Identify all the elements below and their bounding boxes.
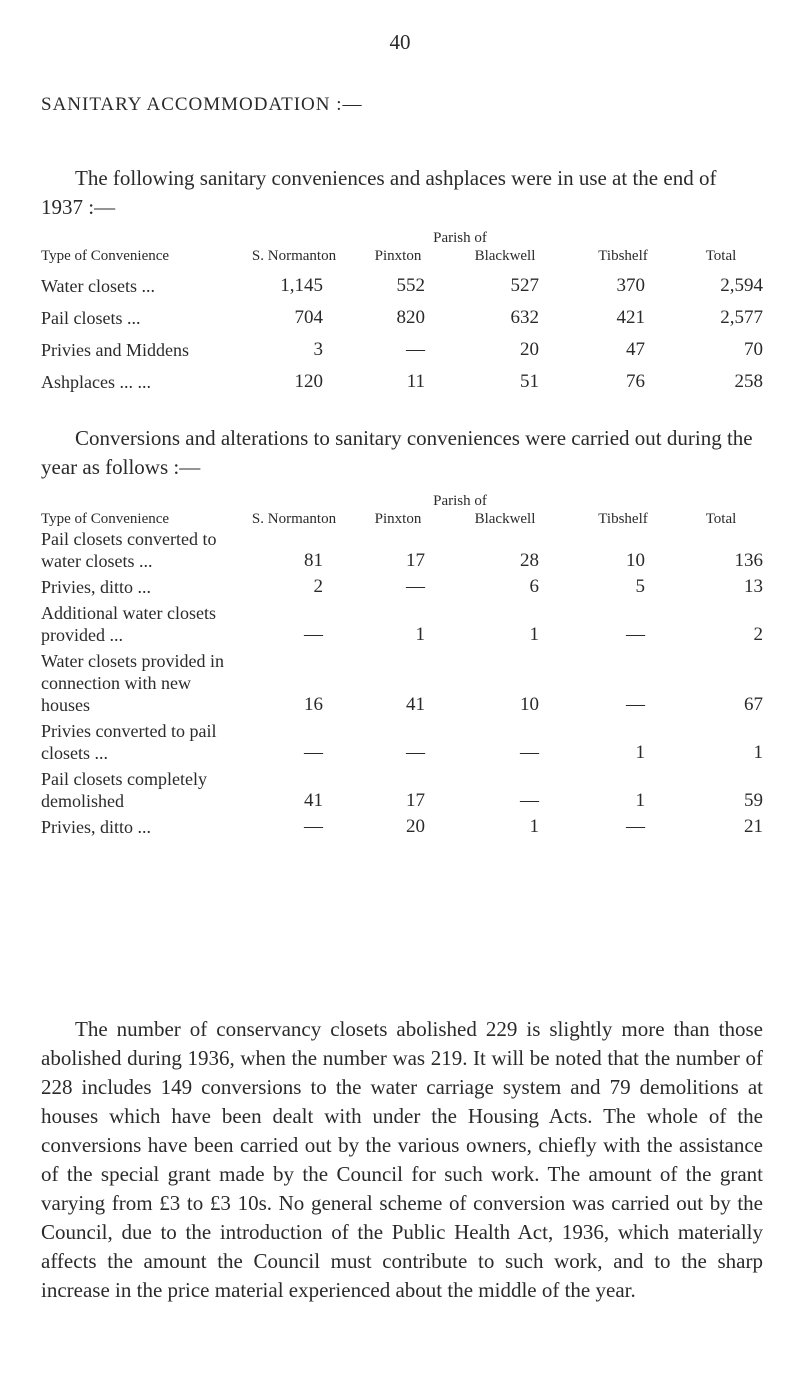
column-header: Total <box>705 511 737 527</box>
conversions-table <box>41 492 763 842</box>
cell: 70 <box>744 339 763 360</box>
cell: — <box>626 624 645 645</box>
row-label: Additional water closets provided ... <box>41 603 216 645</box>
cell: 16 <box>304 694 323 715</box>
cell: — <box>304 624 323 645</box>
column-header: S. Normanton <box>251 511 337 527</box>
cell: 10 <box>626 550 645 571</box>
table-row <box>41 650 763 720</box>
conveniences-table <box>41 229 763 393</box>
page-number: 40 <box>389 30 411 54</box>
row-label: Privies, ditto ... <box>41 817 152 837</box>
cell: 1,145 <box>280 275 323 296</box>
cell: 2,594 <box>720 275 763 296</box>
cell: 51 <box>520 371 539 392</box>
cell: 5 <box>635 576 645 597</box>
column-header: Pinxton <box>374 511 422 527</box>
cell: 258 <box>734 371 763 392</box>
cell: — <box>304 742 323 763</box>
cell: 1 <box>753 742 763 763</box>
cell: 6 <box>529 576 539 597</box>
intro-paragraph-1: The following sanitary conveniences and ashplaces were in use at the end of 1937 :— <box>41 166 717 219</box>
row-label: Pail closets converted to water closets ... <box>41 529 217 571</box>
cell: 17 <box>406 550 425 571</box>
cell: 13 <box>744 576 763 597</box>
cell: 704 <box>294 307 323 328</box>
cell: 2 <box>313 576 323 597</box>
table-row <box>41 768 763 816</box>
table-row <box>41 816 763 842</box>
column-header: Type of Convenience <box>41 248 170 264</box>
row-label: Ashplaces ... ... <box>41 372 151 392</box>
table-row <box>41 361 763 393</box>
cell: 1 <box>635 742 645 763</box>
row-label: Privies, ditto ... <box>41 577 152 597</box>
cell: 370 <box>616 275 645 296</box>
cell: 20 <box>406 816 425 837</box>
cell: 41 <box>406 694 425 715</box>
cell: — <box>406 576 425 597</box>
row-label: Privies converted to pail closets ... <box>41 721 217 763</box>
cell: 2 <box>753 624 763 645</box>
column-header: Blackwell <box>474 511 536 527</box>
cell: — <box>406 742 425 763</box>
table-header-row <box>41 510 763 528</box>
cell: 136 <box>734 550 763 571</box>
table-row <box>41 720 763 768</box>
column-header: Total <box>705 248 737 264</box>
cell: 17 <box>406 790 425 811</box>
row-label: Pail closets completely demolished <box>41 769 207 811</box>
cell: 67 <box>744 694 763 715</box>
cell: 421 <box>616 307 645 328</box>
table-row <box>41 265 763 297</box>
cell: 20 <box>520 339 539 360</box>
cell: — <box>520 790 539 811</box>
cell: 820 <box>396 307 425 328</box>
closing-paragraph: The number of conservancy closets abolished 229 is slightly more than those abolished during 1936, when the number was 219. It will be noted that the number of 228 includes 149 conversions to the water carriage system and 79 demolitions at houses which have been dealt with under the Housing Acts. The whole of the conversions have been carried out by the various owners, chiefly with the assistance of the special grant made by the Council for such work. The amount of the grant varying from £3 to £3 10s. No general scheme of conversion was carried out by the Council, due to the introduction of the Public Health Act, 1936, which materially affects the amount the Council must contribute to such work, and to the sharp increase in the price material experienced about the middle of the year. <box>41 1017 763 1302</box>
cell: 21 <box>744 816 763 837</box>
cell: 10 <box>520 694 539 715</box>
cell: — <box>520 742 539 763</box>
column-header: Blackwell <box>474 248 536 264</box>
table-header-row <box>41 247 763 265</box>
parish-header: Parish of <box>433 493 487 509</box>
cell: 59 <box>744 790 763 811</box>
cell: — <box>626 816 645 837</box>
cell: — <box>626 694 645 715</box>
row-label: Water closets ... <box>41 276 156 296</box>
cell: 1 <box>415 624 425 645</box>
cell: 120 <box>294 371 323 392</box>
cell: 11 <box>406 371 425 392</box>
column-header: Type of Convenience <box>41 511 170 527</box>
cell: 28 <box>520 550 539 571</box>
cell: 47 <box>626 339 645 360</box>
cell: 1 <box>635 790 645 811</box>
cell: 41 <box>304 790 323 811</box>
cell: — <box>406 339 425 360</box>
table-row <box>41 329 763 361</box>
column-header: Pinxton <box>374 248 422 264</box>
cell: 81 <box>304 550 323 571</box>
cell: 1 <box>529 624 539 645</box>
cell: 2,577 <box>720 307 763 328</box>
table-row <box>41 528 763 576</box>
section-heading: SANITARY ACCOMMODATION :— <box>41 94 363 115</box>
cell: 632 <box>510 307 539 328</box>
cell: 76 <box>626 371 645 392</box>
parish-header: Parish of <box>433 230 487 246</box>
table-row <box>41 297 763 329</box>
row-label: Water closets provided in connection with new houses <box>41 651 224 715</box>
cell: 3 <box>313 339 323 360</box>
table-row <box>41 576 763 602</box>
cell: — <box>304 816 323 837</box>
cell: 527 <box>510 275 539 296</box>
column-header: Tibshelf <box>598 248 648 264</box>
cell: 552 <box>396 275 425 296</box>
cell: 1 <box>529 816 539 837</box>
table-row <box>41 602 763 650</box>
intro-paragraph-2: Conversions and alterations to sanitary conveniences were carried out during the year as follows :— <box>41 426 753 479</box>
column-header: S. Normanton <box>251 248 337 264</box>
row-label: Privies and Middens <box>41 340 189 360</box>
column-header: Tibshelf <box>598 511 648 527</box>
row-label: Pail closets ... <box>41 308 141 328</box>
